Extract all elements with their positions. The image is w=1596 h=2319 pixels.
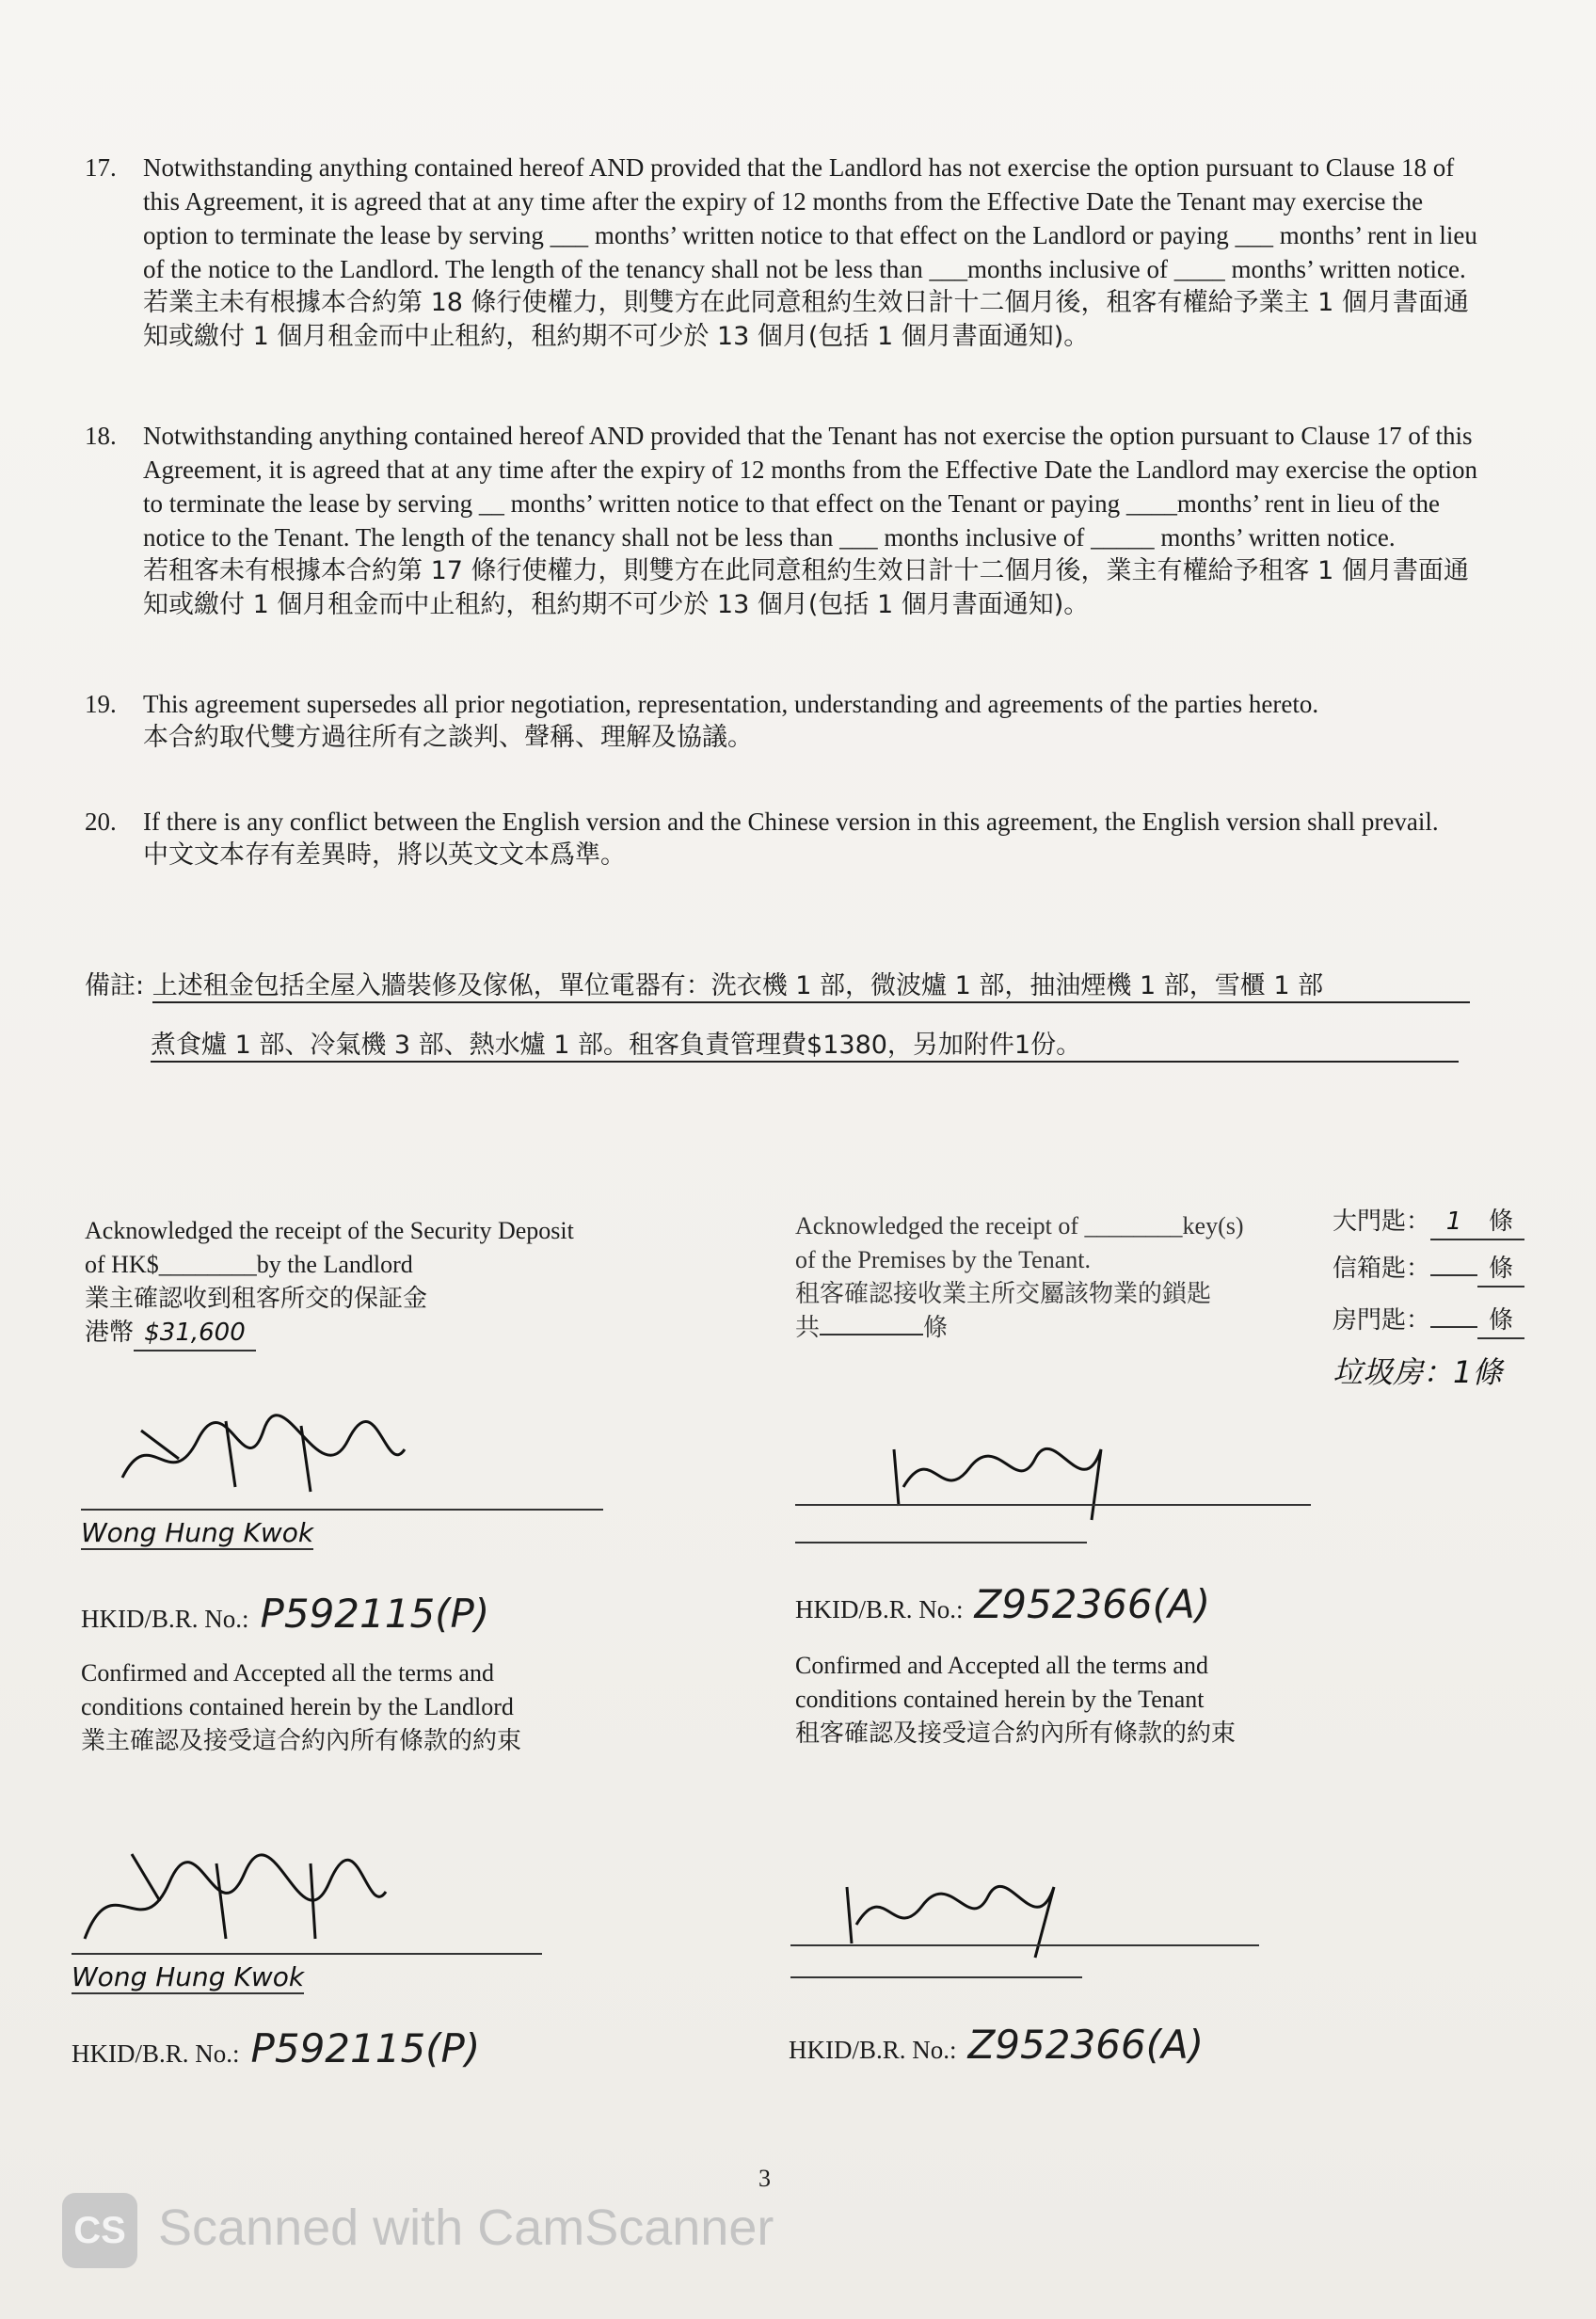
confirm-text-1: Confirmed and Accepted all the terms and (81, 1659, 494, 1687)
clause-english-text: Notwithstanding anything contained hereof AND provided that the Landlord has not exercise the option pursuant to Clause 18 of this Agreement, it is agreed that at any time after the expiry of 12 months from the Effective Date the Tenant may exercise the option to terminate the lease by serving ___ months’ written notice to that effect on the Landlord or paying ___ months’ rent in lieu of the notice to the Landlord. The length of the tenancy shall not be less than ___months inclusive of ____ months’ written notice. (143, 153, 1477, 283)
landlord-printed-name-2: Wong Hung Kwok (72, 1961, 305, 1992)
confirm-text-1: Confirmed and Accepted all the terms and (795, 1652, 1208, 1679)
tenant-hkid-2 (789, 2022, 1204, 2068)
tenant-confirmation (795, 1649, 1341, 1751)
clause-number: 19. (85, 690, 117, 718)
key-unit: 條 (1477, 1205, 1524, 1240)
key-unit: 條 (1477, 1252, 1524, 1287)
key-item-main-door (1333, 1205, 1549, 1252)
keys-total-label: 共 (795, 1314, 821, 1342)
key-list (1333, 1205, 1549, 1389)
tenant-signature-2 (828, 1868, 1073, 1962)
tenant-signature-line-1 (795, 1504, 1311, 1506)
key-item-refuse-room (1333, 1355, 1549, 1389)
hkid-value: Z952366(A) (967, 2022, 1205, 2068)
key-label: 房門匙： (1333, 1306, 1431, 1335)
confirm-text-chinese: 租客確認及接受這合約內所有條款的約束 (795, 1719, 1237, 1748)
tenant-signature-underline-2 (790, 1976, 1082, 1978)
tenant-hkid-1 (795, 1581, 1210, 1627)
clause-chinese-text: 本合約取代雙方過往所有之談判、聲稱、理解及協議。 (143, 723, 753, 752)
keys-total-unit: 條 (923, 1314, 949, 1342)
landlord-signature-1 (113, 1402, 414, 1506)
tenant-signature-underline-1 (795, 1542, 1087, 1543)
deposit-line-1: Acknowledged the receipt of the Security Deposit (85, 1217, 574, 1244)
hkid-label: HKID/B.R. No.: (795, 1595, 964, 1623)
key-count (1430, 1274, 1477, 1276)
landlord-confirmation (81, 1656, 646, 1758)
landlord-signature-2 (75, 1835, 395, 1958)
keys-line-4 (795, 1311, 1285, 1345)
camscanner-watermark: Scanned with CamScanner (158, 2199, 774, 2256)
clause-english-text: This agreement supersedes all prior negotiation, representation, understanding and agreements of the parties hereto. (143, 690, 1319, 718)
keys-line-2: of the Premises by the Tenant. (795, 1246, 1091, 1273)
landlord-hkid-1 (81, 1591, 489, 1637)
clause-number: 17. (85, 153, 117, 182)
clause-18 (85, 419, 1477, 622)
key-label: 垃圾房： (1333, 1354, 1454, 1390)
confirm-text-2: conditions contained herein by the Tenant (795, 1686, 1205, 1713)
clause-17 (85, 151, 1477, 354)
key-item-room-door (1333, 1303, 1549, 1355)
landlord-printed-name-1: Wong Hung Kwok (81, 1517, 314, 1548)
remarks-line-1: 上述租金包括全屋入牆裝修及傢俬，單位電器有：洗衣機 1 部，微波爐 1 部，抽油煙機 1 部，雪櫃 1 部 (152, 965, 1470, 1003)
tenant-signature-line-2 (790, 1944, 1259, 1946)
landlord-hkid-2 (72, 2025, 480, 2071)
keys-line-3: 租客確認接收業主所交屬該物業的鎖匙 (795, 1280, 1212, 1308)
key-unit: 條 (1472, 1354, 1503, 1390)
clause-chinese-text: 若租客未有根據本合約第 17 條行使權力，則雙方在此同意租約生效日計十二個月後，業主有權給予租客 1 個月書面通知或繳付 1 個月租金而中止租約，租約期不可少於 13 個月(包括 1 個月書面通知)。 (143, 556, 1469, 619)
confirm-text-chinese: 業主確認及接受這合約內所有條款的約束 (81, 1727, 522, 1755)
clause-19 (85, 687, 1477, 755)
keys-acknowledgement (795, 1209, 1285, 1345)
deposit-acknowledgement (85, 1214, 668, 1351)
hkid-label: HKID/B.R. No.: (81, 1605, 249, 1633)
hkid-value: P592115(P) (260, 1591, 490, 1637)
clause-number: 20. (85, 808, 117, 836)
hkid-value: Z952366(A) (974, 1581, 1211, 1627)
camscanner-logo-icon: CS (62, 2193, 137, 2268)
hkid-value: P592115(P) (250, 2025, 481, 2071)
clause-chinese-text: 若業主未有根據本合約第 18 條行使權力，則雙方在此同意租約生效日計十二個月後，租客有權給予業主 1 個月書面通知或繳付 1 個月租金而中止租約，租約期不可少於 13 個月(包括 1 個月書面通知)。 (143, 288, 1469, 351)
landlord-signature-line-1 (81, 1509, 603, 1511)
clause-20 (85, 805, 1477, 872)
deposit-amount: $31,600 (134, 1316, 256, 1351)
tenant-signature-1 (875, 1431, 1120, 1525)
keys-line-1: Acknowledged the receipt of ________key(s) (795, 1212, 1244, 1239)
clause-english-text: Notwithstanding anything contained hereof AND provided that the Tenant has not exercise the option pursuant to Clause 17 of this Agreement, it is agreed that at any time after the expiry of 12 months from the Effective Date the Landlord may exercise the option to terminate the lease by serving __ months’ written notice to that effect on the Tenant or paying ____months’ rent in lieu of the notice to the Tenant. The length of the tenancy shall not be less than ___ months inclusive of _____ months’ written notice. (143, 422, 1478, 552)
clause-english-text: If there is any conflict between the English version and the Chinese version in this agreement, the English version shall prevail. (143, 808, 1439, 836)
clause-chinese-text: 中文文本存有差異時，將以英文文本爲準。 (143, 840, 626, 870)
deposit-line-2: of HK$________by the Landlord (85, 1251, 413, 1278)
key-label: 大門匙： (1333, 1207, 1431, 1236)
key-count (1430, 1326, 1477, 1328)
key-count: 1 (1453, 1354, 1473, 1390)
deposit-line-4 (85, 1316, 668, 1351)
remarks-line-2: 煮食爐 1 部、冷氣機 3 部、熱水爐 1 部。租客負責管理費$1380，另加附件1份。 (151, 1024, 1459, 1063)
key-unit: 條 (1477, 1303, 1524, 1339)
deposit-line-3: 業主確認收到租客所交的保証金 (85, 1285, 428, 1313)
page-number: 3 (758, 2165, 771, 2192)
key-item-mailbox (1333, 1252, 1549, 1303)
remarks-label: 備註: (85, 971, 145, 1000)
hkid-label: HKID/B.R. No.: (789, 2036, 957, 2064)
key-label: 信箱匙： (1333, 1255, 1431, 1283)
remarks (85, 965, 1496, 1003)
hkid-label: HKID/B.R. No.: (72, 2039, 240, 2068)
key-count: 1 (1430, 1205, 1477, 1240)
deposit-currency-label: 港幣 (85, 1319, 135, 1347)
landlord-signature-line-2 (72, 1953, 542, 1955)
confirm-text-2: conditions contained herein by the Landlord (81, 1693, 514, 1720)
remarks-continued (151, 1024, 1468, 1063)
clause-number: 18. (85, 422, 117, 450)
